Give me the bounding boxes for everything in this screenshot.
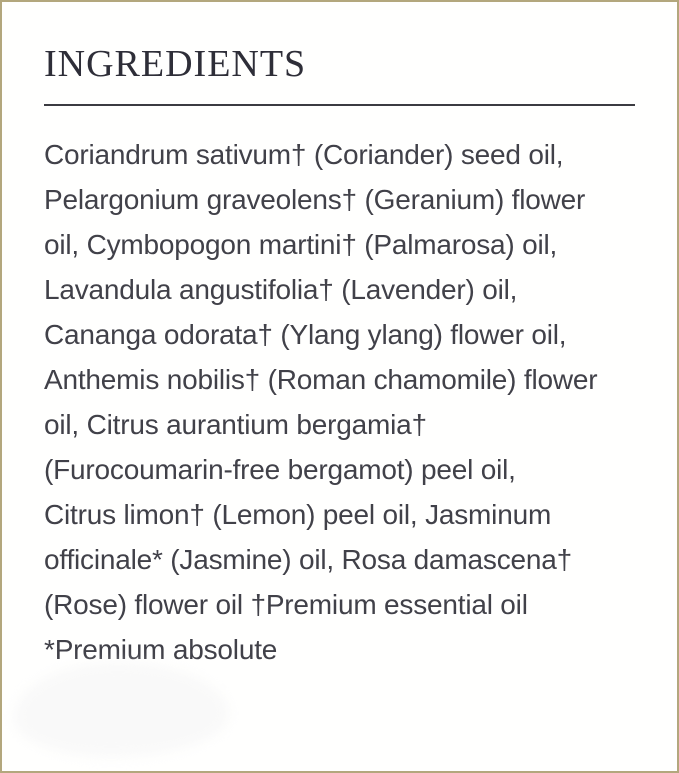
title-divider [44, 104, 635, 106]
ingredients-text-line: officinale* (Jasmine) oil, Rosa damascena† [44, 543, 573, 575]
ingredients-text-line: (Rose) flower oil †Premium essential oil [44, 588, 528, 620]
ingredients-text-line: Lavandula angustifolia† (Lavender) oil, [44, 273, 518, 305]
ingredients-text-line: Coriandrum sativum† (Coriander) seed oil, [44, 138, 564, 170]
ingredients-text-line: oil, Cymbopogon martini† (Palmarosa) oil, [44, 228, 558, 260]
ingredients-text-line: Pelargonium graveolens† (Geranium) flower [44, 183, 586, 215]
ingredients-text-line: Cananga odorata† (Ylang ylang) flower oil, [44, 318, 567, 350]
ingredients-text-line: (Furocoumarin-free bergamot) peel oil, [44, 453, 516, 485]
ingredients-text [44, 132, 639, 672]
ingredients-text-line: Citrus limon† (Lemon) peel oil, Jasminum [44, 498, 552, 530]
faint-smudge-decoration [14, 662, 229, 757]
ingredients-text-line: oil, Citrus aurantium bergamia† [44, 408, 427, 440]
ingredients-text-line: *Premium absolute [44, 633, 278, 665]
panel-title: INGREDIENTS [44, 43, 307, 85]
ingredients-text-line: Anthemis nobilis† (Roman chamomile) flower [44, 363, 598, 395]
